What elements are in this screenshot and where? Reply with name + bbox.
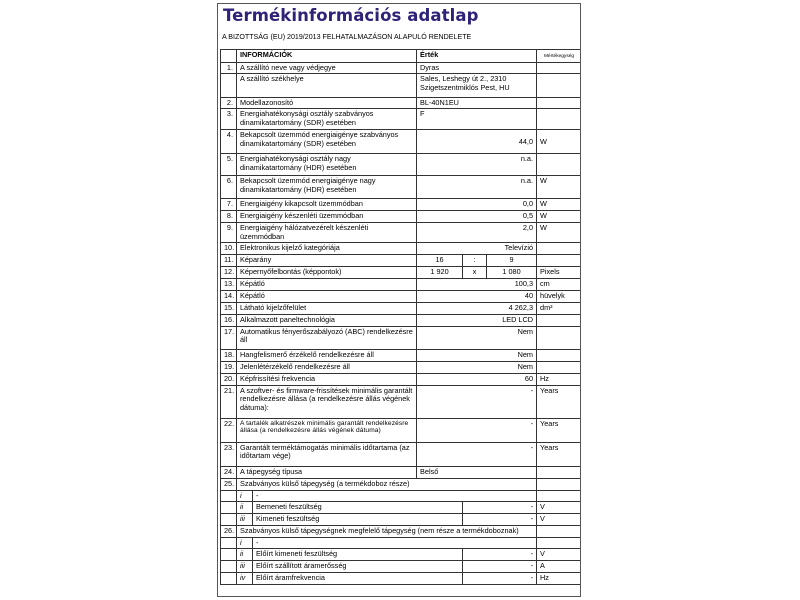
row-label: Energiahatékonysági osztály nagy dinamikatartomány (HDR) esetében: [237, 154, 417, 176]
row-label: Szabványos külső tápegységnek megfelelő tápegység (nem része a termékdoboznak): [237, 525, 537, 537]
row-label: Automatikus fényerőszabályozó (ABC) rendelkezésre áll: [237, 326, 417, 349]
subrow-value: -: [463, 513, 537, 525]
header-info: INFORMÁCIÓK: [237, 50, 417, 63]
row-unit: A: [537, 560, 581, 572]
row-label: Bekapcsolt üzemmód energiaigénye szabványos dinamikatartomány (SDR) esetében: [237, 130, 417, 154]
row-number: 7.: [221, 199, 237, 211]
header-num: [221, 50, 237, 63]
subrow-value: -: [463, 560, 537, 572]
row-number: 20.: [221, 373, 237, 385]
row-label: Képfrissítési frekvencia: [237, 373, 417, 385]
row-value: 4 262,3: [417, 302, 537, 314]
subrow-label: -: [253, 537, 537, 548]
row-unit: W: [537, 211, 581, 223]
row-unit: [537, 466, 581, 478]
table-row: [221, 302, 582, 314]
row-value: -: [417, 385, 537, 418]
row-number: [221, 490, 237, 501]
product-info-sheet: [217, 3, 581, 597]
table-subrow: [221, 490, 582, 501]
table-row: [221, 242, 582, 254]
table-row: [221, 525, 582, 537]
table-subrow: [221, 548, 582, 560]
table-row: [221, 130, 582, 154]
table-row: [221, 361, 582, 373]
row-label: Látható kijelzőfelület: [237, 302, 417, 314]
row-label: A tartalék alkatrészek minimális garantált rendelkezésre állása (a rendelkezésre állás végének dátuma): [237, 418, 417, 442]
subrow-index: ii: [237, 501, 253, 513]
table-row: [221, 154, 582, 176]
row-value: Belső: [417, 466, 537, 478]
table-row: [221, 63, 582, 74]
row-value: LED LCD: [417, 314, 537, 326]
row-label: Képátló: [237, 290, 417, 302]
row-value: Nem: [417, 349, 537, 361]
row-label: Energiaigény készenléti üzemmódban: [237, 211, 417, 223]
row-number: 2.: [221, 98, 237, 109]
row-label: Alkalmazott paneltechnológia: [237, 314, 417, 326]
row-unit: dm²: [537, 302, 581, 314]
row-value: n.a.: [417, 154, 537, 176]
row-number: 15.: [221, 302, 237, 314]
table-row: [221, 278, 582, 290]
row-label: Szabványos külső tápegység (a termékdoboz része): [237, 478, 537, 490]
row-unit: [537, 109, 581, 130]
row-value: 2,0: [417, 223, 537, 243]
subrow-label: Kimeneti feszültség: [253, 513, 463, 525]
row-number: [221, 537, 237, 548]
row-value: Dyras: [417, 63, 537, 74]
table-row: [221, 442, 582, 466]
row-number: 25.: [221, 478, 237, 490]
sheet-subtitle: A BIZOTTSÁG (EU) 2019/2013 FELHATALMAZÁSON ALAPULÓ RENDELETE: [222, 33, 472, 41]
row-value-1: 1 920: [417, 266, 463, 278]
table-row: [221, 98, 582, 109]
row-unit: [537, 490, 581, 501]
product-info-table: [220, 49, 581, 585]
row-unit: V: [537, 548, 581, 560]
row-number: 3.: [221, 109, 237, 130]
row-unit: [537, 525, 581, 537]
table-row: [221, 266, 582, 278]
table-row: [221, 290, 582, 302]
subrow-value: -: [463, 501, 537, 513]
sheet-title: Termékinformációs adatlap: [223, 6, 479, 25]
row-value: BL-40N1EU: [417, 98, 537, 109]
row-unit: [537, 74, 581, 98]
row-unit: V: [537, 513, 581, 525]
row-unit: [537, 154, 581, 176]
row-unit: W: [537, 130, 581, 154]
table-subrow: [221, 501, 582, 513]
row-number: 19.: [221, 361, 237, 373]
row-unit: W: [537, 223, 581, 243]
row-unit: [537, 326, 581, 349]
row-value-1: 16: [417, 254, 463, 266]
subrow-label: -: [253, 490, 537, 501]
row-number: 9.: [221, 223, 237, 243]
row-number: 22.: [221, 418, 237, 442]
row-number: 11.: [221, 254, 237, 266]
table-row: [221, 211, 582, 223]
table-subrow: [221, 513, 582, 525]
table-row: [221, 349, 582, 361]
table-row: [221, 373, 582, 385]
row-value-separator: x: [463, 266, 487, 278]
table-subrow: [221, 537, 582, 548]
subrow-index: i: [237, 537, 253, 548]
row-unit: Pixels: [537, 266, 581, 278]
row-unit: [537, 254, 581, 266]
subrow-label: Előírt szállított áramerősség: [253, 560, 463, 572]
row-label: A tápegység típusa: [237, 466, 417, 478]
row-number: 4.: [221, 130, 237, 154]
table-row: [221, 466, 582, 478]
row-unit: [537, 242, 581, 254]
table-row: [221, 109, 582, 130]
row-unit: [537, 349, 581, 361]
row-unit: Years: [537, 442, 581, 466]
row-value: 44,0: [417, 130, 537, 154]
row-unit: W: [537, 176, 581, 199]
row-number: 23.: [221, 442, 237, 466]
table-row: [221, 385, 582, 418]
table-row: [221, 478, 582, 490]
row-unit: V: [537, 501, 581, 513]
row-unit: [537, 314, 581, 326]
table-subrow: [221, 560, 582, 572]
table-row: [221, 254, 582, 266]
subrow-index: i: [237, 490, 253, 501]
row-value-2: 1 080: [487, 266, 537, 278]
subrow-label: Előírt kimeneti feszültség: [253, 548, 463, 560]
row-value: Nem: [417, 361, 537, 373]
row-label: Modellazonosító: [237, 98, 417, 109]
subrow-index: iv: [237, 572, 253, 584]
row-label: Képernyőfelbontás (képpontok): [237, 266, 417, 278]
table-row: [221, 199, 582, 211]
row-value: 60: [417, 373, 537, 385]
row-number: 13.: [221, 278, 237, 290]
subrow-index: ii: [237, 548, 253, 560]
row-number: [221, 501, 237, 513]
table-row: [221, 326, 582, 349]
row-unit: [537, 537, 581, 548]
row-number: [221, 548, 237, 560]
row-unit: [537, 361, 581, 373]
row-number: 10.: [221, 242, 237, 254]
row-number: 17.: [221, 326, 237, 349]
row-number: [221, 74, 237, 98]
row-number: 6.: [221, 176, 237, 199]
row-value-separator: :: [463, 254, 487, 266]
row-label: Energiaigény hálózatvezérelt készenléti üzemmódban: [237, 223, 417, 243]
subrow-value: -: [463, 548, 537, 560]
row-unit: Hz: [537, 373, 581, 385]
row-number: 1.: [221, 63, 237, 74]
header-value: Érték: [417, 50, 537, 63]
header-unit: Mértékegység: [537, 50, 581, 63]
row-unit: [537, 98, 581, 109]
row-label: Képátló: [237, 278, 417, 290]
row-label: Garantált terméktámogatás minimális időtartama (az időtartam vége): [237, 442, 417, 466]
row-value: 40: [417, 290, 537, 302]
row-value: Televízió: [417, 242, 537, 254]
row-number: 14.: [221, 290, 237, 302]
row-label: Bekapcsolt üzemmód energiaigénye nagy dinamikatartomány (HDR) esetében: [237, 176, 417, 199]
subrow-label: Előírt áramfrekvencia: [253, 572, 463, 584]
row-unit: [537, 478, 581, 490]
table-row: [221, 418, 582, 442]
row-number: 12.: [221, 266, 237, 278]
row-label: Jelenlétérzékelő rendelkezésre áll: [237, 361, 417, 373]
row-unit: Years: [537, 385, 581, 418]
subrow-index: iii: [237, 513, 253, 525]
row-number: 8.: [221, 211, 237, 223]
row-number: 5.: [221, 154, 237, 176]
table-header-row: [221, 50, 582, 63]
row-number: 21.: [221, 385, 237, 418]
table-subrow: [221, 572, 582, 584]
row-number: [221, 572, 237, 584]
row-value-2: 9: [487, 254, 537, 266]
row-number: [221, 513, 237, 525]
row-value: F: [417, 109, 537, 130]
row-unit: hüvelyk: [537, 290, 581, 302]
table-row: [221, 176, 582, 199]
table-row: [221, 74, 582, 98]
row-label: Elektronikus kijelző kategóriája: [237, 242, 417, 254]
row-value: n.a.: [417, 176, 537, 199]
row-label: A szoftver- és firmware-frissítések minimális garantált rendelkezésre állása (a rendelkezésre állás végének dátuma):: [237, 385, 417, 418]
row-number: 24.: [221, 466, 237, 478]
row-label: A szállító székhelye: [237, 74, 417, 98]
row-label: A szállító neve vagy védjegye: [237, 63, 417, 74]
row-number: 16.: [221, 314, 237, 326]
table-row: [221, 314, 582, 326]
row-unit: W: [537, 199, 581, 211]
row-label: Hangfelismerő érzékelő rendelkezésre áll: [237, 349, 417, 361]
row-value: -: [417, 442, 537, 466]
row-label: Energiaigény kikapcsolt üzemmódban: [237, 199, 417, 211]
subrow-index: iii: [237, 560, 253, 572]
subrow-value: -: [463, 572, 537, 584]
row-unit: Hz: [537, 572, 581, 584]
row-unit: Years: [537, 418, 581, 442]
row-value: 0,0: [417, 199, 537, 211]
row-number: 26.: [221, 525, 237, 537]
row-value: 100,3: [417, 278, 537, 290]
row-label: Képarány: [237, 254, 417, 266]
row-label: Energiahatékonysági osztály szabványos dinamikatartomány (SDR) esetében: [237, 109, 417, 130]
row-number: [221, 560, 237, 572]
subrow-label: Bemeneti feszültség: [253, 501, 463, 513]
row-value: Sales, Leshegy út 2., 2310 Szigetszentmiklós Pest, HU: [417, 74, 537, 98]
row-unit: cm: [537, 278, 581, 290]
row-value: -: [417, 418, 537, 442]
table-row: [221, 223, 582, 243]
row-number: 18.: [221, 349, 237, 361]
row-value: 0,5: [417, 211, 537, 223]
row-unit: [537, 63, 581, 74]
row-value: Nem: [417, 326, 537, 349]
